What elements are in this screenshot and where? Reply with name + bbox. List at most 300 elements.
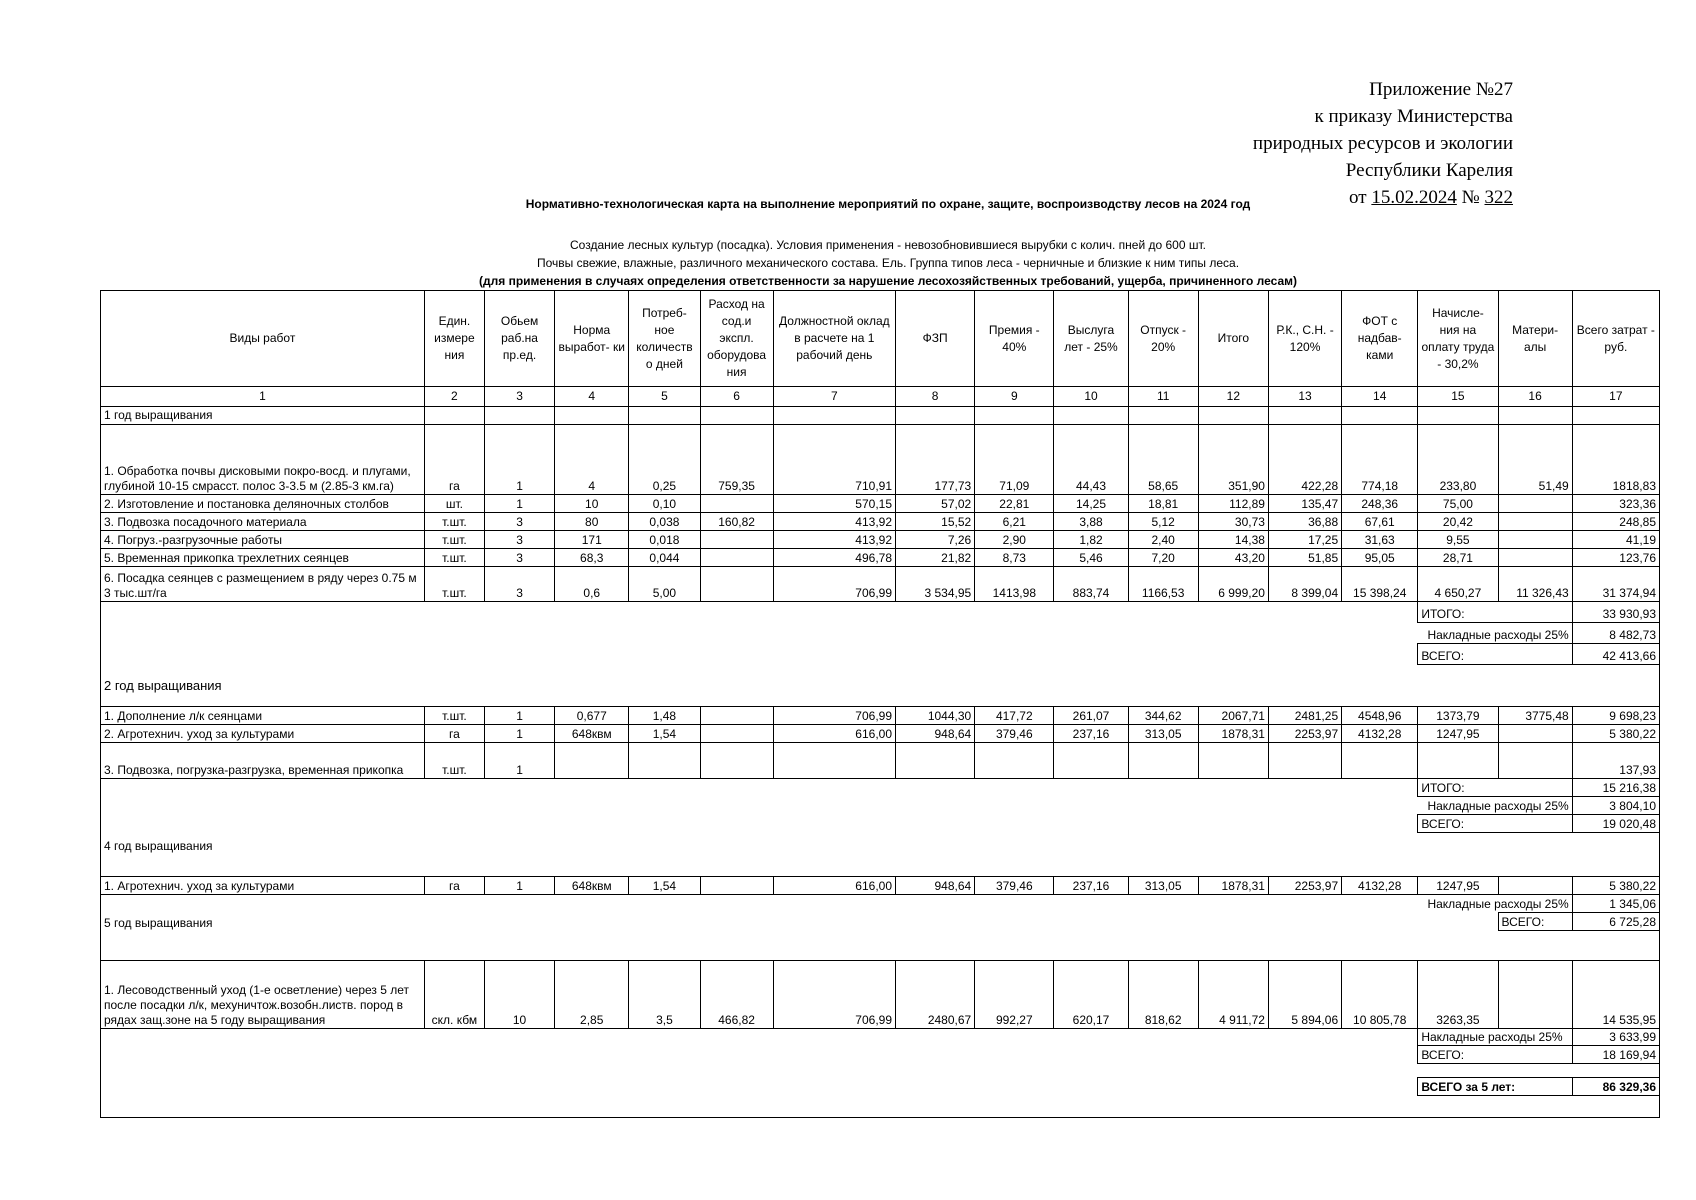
summary-value: 15 216,38 <box>1572 779 1659 797</box>
table-cell: 14 535,95 <box>1572 961 1659 1029</box>
table-cell: 6 999,20 <box>1198 567 1268 602</box>
summary-value: 42 413,66 <box>1572 644 1659 665</box>
table-cell: 7,20 <box>1128 549 1198 567</box>
column-number: 11 <box>1128 387 1198 407</box>
table-cell: 759,35 <box>700 425 773 495</box>
column-number: 12 <box>1198 387 1268 407</box>
column-number: 7 <box>773 387 895 407</box>
table-cell: 31,63 <box>1342 531 1418 549</box>
table-cell <box>1268 743 1341 779</box>
summary-label: Накладные расходы 25% <box>1418 623 1572 644</box>
table-cell <box>1498 549 1572 567</box>
table-cell <box>700 743 773 779</box>
table-cell: 2,85 <box>555 961 629 1029</box>
table-cell: 616,00 <box>773 877 895 895</box>
table-cell: 4132,28 <box>1342 725 1418 743</box>
table-cell: 2253,97 <box>1268 725 1341 743</box>
summary-label: ВСЕГО: <box>1418 644 1572 665</box>
table-cell: 417,72 <box>975 707 1054 725</box>
column-header: ФЗП <box>896 291 975 387</box>
column-number: 8 <box>896 387 975 407</box>
table-cell: 1,54 <box>629 877 700 895</box>
table-cell <box>700 495 773 513</box>
table-cell: 2480,67 <box>896 961 975 1029</box>
table-cell: 313,05 <box>1128 877 1198 895</box>
section-label: 1 год выращивания <box>101 407 425 425</box>
table-cell: 3775,48 <box>1498 707 1572 725</box>
table-cell: 2481,25 <box>1268 707 1341 725</box>
appendix-line-1: Приложение №27 <box>1369 79 1513 100</box>
table-cell: 28,71 <box>1418 549 1498 567</box>
column-header: Премия - 40% <box>975 291 1054 387</box>
appendix-block <box>1253 76 1513 211</box>
table-cell: 1413,98 <box>975 567 1054 602</box>
table-cell: 248,36 <box>1342 495 1418 513</box>
summary-value: 18 169,94 <box>1572 1046 1659 1064</box>
summary-row <box>101 815 1660 833</box>
table-row <box>101 549 1660 567</box>
table-cell: 9 698,23 <box>1572 707 1659 725</box>
table-cell <box>773 407 895 425</box>
table-cell <box>1498 877 1572 895</box>
table-cell <box>101 602 1418 623</box>
summary-value: 3 633,99 <box>1572 1029 1659 1046</box>
summary-value: 8 482,73 <box>1572 623 1659 644</box>
table-row <box>101 513 1660 531</box>
table-cell <box>1498 531 1572 549</box>
section-label: 2 год выращивания <box>101 665 1660 707</box>
table-cell: 44,43 <box>1054 425 1128 495</box>
table-cell: 5 894,06 <box>1268 961 1341 1029</box>
table-cell: 0,677 <box>555 707 629 725</box>
column-header: Начисле- ния на оплату труда - 30,2% <box>1418 291 1498 387</box>
table-cell: 1166,53 <box>1128 567 1198 602</box>
table-cell: 15,52 <box>896 513 975 531</box>
table-cell: 2253,97 <box>1268 877 1341 895</box>
table-cell: 0,6 <box>555 567 629 602</box>
table-cell <box>1418 743 1498 779</box>
section-label: 5 год выращивания <box>101 913 1499 931</box>
table-cell: 68,3 <box>555 549 629 567</box>
table-cell: 9,55 <box>1418 531 1498 549</box>
summary-label: ИТОГО: <box>1418 779 1572 797</box>
section-row <box>101 913 1660 931</box>
table-cell: 379,46 <box>975 877 1054 895</box>
table-cell: 2,90 <box>975 531 1054 549</box>
table-cell: 15 398,24 <box>1342 567 1418 602</box>
table-cell: 4 650,27 <box>1418 567 1498 602</box>
table-cell: т.шт. <box>424 743 484 779</box>
column-number: 9 <box>975 387 1054 407</box>
table-cell: 14,25 <box>1054 495 1128 513</box>
table-cell: 344,62 <box>1128 707 1198 725</box>
table-cell: 7,26 <box>896 531 975 549</box>
table-cell <box>1054 743 1128 779</box>
table-cell <box>700 549 773 567</box>
work-type: 2. Изготовление и постановка деляночных столбов <box>101 495 425 513</box>
column-number: 2 <box>424 387 484 407</box>
subtitle-conditions: Создание лесных культур (посадка). Условия применения - невозобновившиеся вырубки с колич. пней до 600 шт. <box>570 238 1206 252</box>
table-cell: 233,80 <box>1418 425 1498 495</box>
table-cell <box>629 407 700 425</box>
table-cell: 313,05 <box>1128 725 1198 743</box>
summary-value: 86 329,36 <box>1572 1078 1659 1096</box>
table-cell: 160,82 <box>700 513 773 531</box>
table-cell <box>101 815 1418 833</box>
column-header: Р.К., С.Н. - 120% <box>1268 291 1341 387</box>
column-header: Потреб- ное количеств о дней <box>629 291 700 387</box>
document-title: Нормативно-технологическая карта на выполнение мероприятий по охране, защите, воспроизводству лесов на 2024 год <box>525 197 1251 211</box>
table-cell: 135,47 <box>1268 495 1341 513</box>
table-cell <box>1198 743 1268 779</box>
table-cell: 0,038 <box>629 513 700 531</box>
table-cell: 5,00 <box>629 567 700 602</box>
column-header: Всего затрат - руб. <box>1572 291 1659 387</box>
column-header: Отпуск - 20% <box>1128 291 1198 387</box>
table-cell: 237,16 <box>1054 725 1128 743</box>
column-number: 1 <box>101 387 425 407</box>
table-cell: 171 <box>555 531 629 549</box>
table-cell <box>1342 743 1418 779</box>
table-cell: га <box>424 877 484 895</box>
table-cell: 3 534,95 <box>896 567 975 602</box>
cost-table <box>100 290 1660 1118</box>
table-cell: 41,19 <box>1572 531 1659 549</box>
column-number: 14 <box>1342 387 1418 407</box>
table-cell: 948,64 <box>896 725 975 743</box>
table-cell: 261,07 <box>1054 707 1128 725</box>
work-type: 3. Подвозка, погрузка-разгрузка, временная прикопка <box>101 743 425 779</box>
table-cell <box>1342 407 1418 425</box>
table-row <box>101 567 1660 602</box>
table-cell: 22,81 <box>975 495 1054 513</box>
table-cell: 20,42 <box>1418 513 1498 531</box>
table-cell: 5 380,22 <box>1572 877 1659 895</box>
table-cell: 616,00 <box>773 725 895 743</box>
section-label: 4 год выращивания <box>101 833 1660 877</box>
table-cell: 1878,31 <box>1198 877 1268 895</box>
table-cell: 3,88 <box>1054 513 1128 531</box>
summary-row <box>101 1078 1660 1096</box>
table-cell: 620,17 <box>1054 961 1128 1029</box>
table-row <box>101 707 1660 725</box>
subtitle-soils: Почвы свежие, влажные, различного механического состава. Ель. Группа типов леса - черничные и близкие к ним типы леса. <box>536 256 1240 270</box>
summary-row <box>101 895 1660 913</box>
summary-label: ВСЕГО: <box>1498 913 1572 931</box>
table-cell: 51,49 <box>1498 425 1572 495</box>
table-cell: 4 911,72 <box>1198 961 1268 1029</box>
table-cell: 706,99 <box>773 961 895 1029</box>
table-cell: 1,82 <box>1054 531 1128 549</box>
table-cell: 4132,28 <box>1342 877 1418 895</box>
spacer-row <box>101 1064 1660 1078</box>
table-cell <box>101 797 1418 815</box>
spacer-row <box>101 931 1660 961</box>
table-cell: 818,62 <box>1128 961 1198 1029</box>
table-cell <box>700 567 773 602</box>
table-body <box>101 407 1660 1118</box>
table-cell: 112,89 <box>1198 495 1268 513</box>
table-cell: 3,5 <box>629 961 700 1029</box>
table-cell: 51,85 <box>1268 549 1341 567</box>
table-cell <box>484 407 554 425</box>
table-cell: 36,88 <box>1268 513 1341 531</box>
table-cell: 413,92 <box>773 531 895 549</box>
table-cell: шт. <box>424 495 484 513</box>
table-cell <box>700 707 773 725</box>
summary-row <box>101 779 1660 797</box>
table-cell <box>101 1078 1418 1096</box>
table-cell: 5,46 <box>1054 549 1128 567</box>
table-cell <box>101 931 1660 961</box>
order-date: 15.02.2024 <box>1371 187 1457 208</box>
column-header: Должностной оклад в расчете на 1 рабочий день <box>773 291 895 387</box>
table-cell: 177,73 <box>896 425 975 495</box>
table-cell: 10 <box>484 961 554 1029</box>
summary-label: Накладные расходы 25% <box>1418 1029 1572 1046</box>
summary-row <box>101 1046 1660 1064</box>
summary-row <box>101 602 1660 623</box>
table-cell: 3 <box>484 531 554 549</box>
table-cell <box>101 644 1418 665</box>
appendix-line-4: Республики Карелия <box>1345 160 1513 181</box>
table-cell: 1,54 <box>629 725 700 743</box>
spacer-row <box>101 1096 1660 1118</box>
table-cell <box>773 743 895 779</box>
table-cell <box>555 743 629 779</box>
table-cell: 248,85 <box>1572 513 1659 531</box>
work-type: 5. Временная прикопка трехлетних сеянцев <box>101 549 425 567</box>
table-cell: 137,93 <box>1572 743 1659 779</box>
column-header: Выслуга лет - 25% <box>1054 291 1128 387</box>
summary-value: 33 930,93 <box>1572 602 1659 623</box>
table-cell: га <box>424 725 484 743</box>
table-cell: 1 <box>484 707 554 725</box>
table-cell: 1878,31 <box>1198 725 1268 743</box>
header-row <box>101 291 1660 387</box>
table-cell: т.шт. <box>424 707 484 725</box>
table-cell: 14,38 <box>1198 531 1268 549</box>
summary-label: ВСЕГО: <box>1418 1046 1572 1064</box>
column-header: Матери- алы <box>1498 291 1572 387</box>
table-cell: 1373,79 <box>1418 707 1498 725</box>
table-cell: 3263,35 <box>1418 961 1498 1029</box>
column-number: 4 <box>555 387 629 407</box>
column-number: 15 <box>1418 387 1498 407</box>
summary-value: 3 804,10 <box>1572 797 1659 815</box>
table-cell <box>1054 407 1128 425</box>
table-cell: 0,018 <box>629 531 700 549</box>
table-cell: 17,25 <box>1268 531 1341 549</box>
table-cell: 1044,30 <box>896 707 975 725</box>
column-header: ФОТ с надбав- ками <box>1342 291 1418 387</box>
table-cell: 3 <box>484 513 554 531</box>
column-number: 3 <box>484 387 554 407</box>
column-number: 6 <box>700 387 773 407</box>
summary-label: ВСЕГО за 5 лет: <box>1418 1078 1572 1096</box>
table-cell <box>700 877 773 895</box>
work-type: 1. Лесоводственный уход (1-е осветление) через 5 лет после посадки л/к, мехуничтож.возобн.листв. пород в рядах защ.зоне на 5 году выращивания <box>101 961 425 1029</box>
table-cell: т.шт. <box>424 513 484 531</box>
number-prefix: № <box>1461 187 1480 208</box>
table-cell: 2,40 <box>1128 531 1198 549</box>
table-cell: 992,27 <box>975 961 1054 1029</box>
table-cell: 1 <box>484 877 554 895</box>
appendix-line-3: природных ресурсов и экологии <box>1252 133 1513 154</box>
table-cell <box>975 407 1054 425</box>
section-row <box>101 833 1660 877</box>
table-cell <box>1498 961 1572 1029</box>
table-cell: 0,10 <box>629 495 700 513</box>
table-cell: скл. кбм <box>424 961 484 1029</box>
table-cell <box>424 407 484 425</box>
column-header: Расход на сод.и экспл. оборудова ния <box>700 291 773 387</box>
table-cell <box>555 407 629 425</box>
table-cell: 43,20 <box>1198 549 1268 567</box>
section-row <box>101 665 1660 707</box>
table-cell <box>975 743 1054 779</box>
table-cell <box>101 779 1418 797</box>
table-row <box>101 425 1660 495</box>
table-row <box>101 531 1660 549</box>
table-cell <box>1418 407 1498 425</box>
table-row <box>101 961 1660 1029</box>
table-row <box>101 725 1660 743</box>
table-cell <box>1498 513 1572 531</box>
table-cell: т.шт. <box>424 567 484 602</box>
table-cell: 570,15 <box>773 495 895 513</box>
table-cell: 379,46 <box>975 725 1054 743</box>
table-cell <box>1128 407 1198 425</box>
table-cell: 706,99 <box>773 567 895 602</box>
table-cell: 237,16 <box>1054 877 1128 895</box>
table-cell: 10 <box>555 495 629 513</box>
table-cell: т.шт. <box>424 549 484 567</box>
table-cell: 0,25 <box>629 425 700 495</box>
table-cell: 648квм <box>555 877 629 895</box>
table-cell: 0,044 <box>629 549 700 567</box>
column-number: 17 <box>1572 387 1659 407</box>
table-cell: 1818,83 <box>1572 425 1659 495</box>
table-cell: 1 <box>484 743 554 779</box>
table-cell: 8 399,04 <box>1268 567 1341 602</box>
table-cell: 10 805,78 <box>1342 961 1418 1029</box>
summary-label: Накладные расходы 25% <box>1418 797 1572 815</box>
table-cell: 4 <box>555 425 629 495</box>
table-cell: 1 <box>484 495 554 513</box>
table-cell: 323,36 <box>1572 495 1659 513</box>
table-cell <box>101 895 1418 913</box>
table-cell: 75,00 <box>1418 495 1498 513</box>
summary-row <box>101 797 1660 815</box>
table-cell: 883,74 <box>1054 567 1128 602</box>
summary-value: 19 020,48 <box>1572 815 1659 833</box>
column-number: 5 <box>629 387 700 407</box>
table-cell: 71,09 <box>975 425 1054 495</box>
table-cell: 1 <box>484 425 554 495</box>
table-cell: 21,82 <box>896 549 975 567</box>
table-cell: 1,48 <box>629 707 700 725</box>
summary-value: 1 345,06 <box>1572 895 1659 913</box>
table-cell: 422,28 <box>1268 425 1341 495</box>
table-cell: 706,99 <box>773 707 895 725</box>
table-cell: 31 374,94 <box>1572 567 1659 602</box>
work-type: 4. Погруз.-разгрузочные работы <box>101 531 425 549</box>
table-cell: га <box>424 425 484 495</box>
table-cell <box>101 623 1418 644</box>
table-cell <box>101 1064 1660 1078</box>
table-cell: 351,90 <box>1198 425 1268 495</box>
table-cell: 3 <box>484 549 554 567</box>
table-cell <box>896 743 975 779</box>
table-cell: 1 <box>484 725 554 743</box>
table-cell: 18,81 <box>1128 495 1198 513</box>
table-row <box>101 743 1660 779</box>
table-cell <box>101 1046 1418 1064</box>
table-cell: 3 <box>484 567 554 602</box>
column-number: 16 <box>1498 387 1572 407</box>
table-cell <box>101 1029 1418 1046</box>
work-type: 1. Дополнение л/к сеянцами <box>101 707 425 725</box>
column-header: Обьем раб.на пр.ед. <box>484 291 554 387</box>
table-cell: 1247,95 <box>1418 877 1498 895</box>
summary-row <box>101 623 1660 644</box>
table-cell: 413,92 <box>773 513 895 531</box>
column-header: Един. измере ния <box>424 291 484 387</box>
summary-label: ВСЕГО: <box>1418 815 1572 833</box>
table-cell: 123,76 <box>1572 549 1659 567</box>
summary-row <box>101 1029 1660 1046</box>
order-number: 322 <box>1484 187 1513 208</box>
table-row <box>101 877 1660 895</box>
date-prefix: от <box>1349 187 1367 208</box>
table-cell: 5 380,22 <box>1572 725 1659 743</box>
table-cell: 8,73 <box>975 549 1054 567</box>
table-cell <box>1128 743 1198 779</box>
table-cell <box>1498 495 1572 513</box>
table-cell: 67,61 <box>1342 513 1418 531</box>
column-header: Норма выработ- ки <box>555 291 629 387</box>
column-number-row <box>101 387 1660 407</box>
table-cell: 1247,95 <box>1418 725 1498 743</box>
appendix-line-2: к приказу Министерства <box>1314 106 1513 127</box>
work-type: 1. Обработка почвы дисковыми покро-восд. и плугами, глубиной 10-15 смрасст. полос 3-3.5 м (2.85-3 км.га) <box>101 425 425 495</box>
summary-label: ИТОГО: <box>1418 602 1572 623</box>
table-cell <box>1498 407 1572 425</box>
table-cell: 6,21 <box>975 513 1054 531</box>
table-cell: 30,73 <box>1198 513 1268 531</box>
table-cell <box>1198 407 1268 425</box>
table-cell <box>1498 743 1572 779</box>
table-cell <box>1268 407 1341 425</box>
work-type: 3. Подвозка посадочного материала <box>101 513 425 531</box>
table-cell <box>629 743 700 779</box>
table-cell: т.шт. <box>424 531 484 549</box>
column-number: 10 <box>1054 387 1128 407</box>
summary-label: Накладные расходы 25% <box>1418 895 1572 913</box>
table-cell: 4548,96 <box>1342 707 1418 725</box>
work-type: 1. Агротехнич. уход за культурами <box>101 877 425 895</box>
column-header: Итого <box>1198 291 1268 387</box>
table-cell <box>700 407 773 425</box>
table-cell <box>1572 407 1659 425</box>
table-cell: 2067,71 <box>1198 707 1268 725</box>
table-cell: 774,18 <box>1342 425 1418 495</box>
table-cell <box>700 531 773 549</box>
table-cell <box>896 407 975 425</box>
summary-row <box>101 644 1660 665</box>
table-cell: 5,12 <box>1128 513 1198 531</box>
